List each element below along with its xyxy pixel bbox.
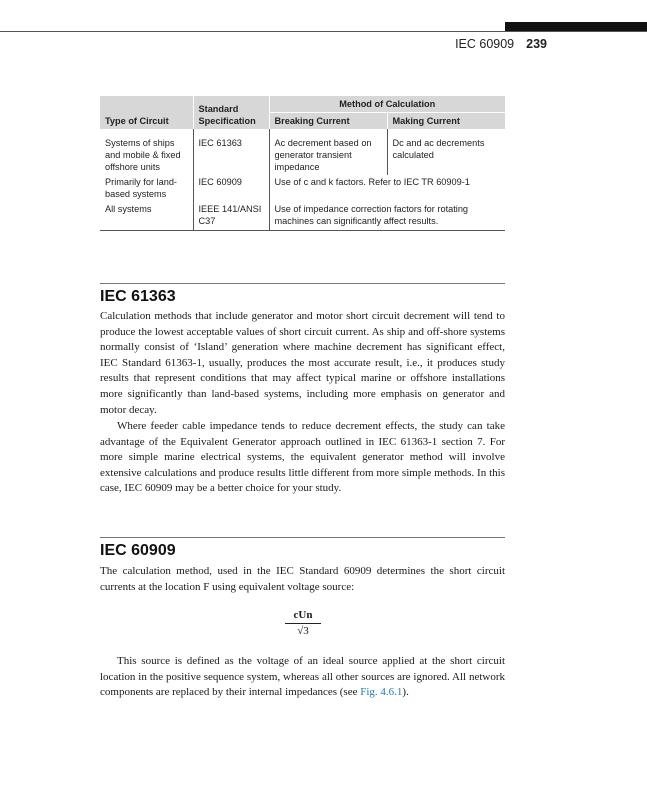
cell-breaking: Ac decrement based on generator transient impedance — [269, 129, 387, 175]
cell-standard: IEEE 141/ANSI C37 — [193, 202, 269, 231]
header-accent-bar — [505, 22, 647, 31]
page-number: 239 — [526, 37, 547, 51]
paragraph-tail: ). — [402, 686, 409, 699]
cell-type: Primarily for land-based systems — [105, 177, 177, 199]
table-row — [100, 129, 505, 175]
figure-link[interactable]: Fig. 4.6.1 — [360, 686, 403, 699]
col-header-breaking: Breaking Current — [269, 113, 387, 130]
equivalent-voltage-formula — [285, 609, 321, 637]
running-title: IEC 60909 — [455, 37, 515, 51]
calculation-methods-table — [100, 96, 505, 231]
section-divider — [100, 283, 505, 284]
section-heading-iec-61363: IEC 61363 — [100, 288, 176, 305]
formula-numerator: cUn — [285, 609, 321, 624]
section-divider — [100, 537, 505, 538]
col-header-method: Method of Calculation — [269, 96, 505, 113]
paragraph-text: This source is defined as the voltage of an ideal source applied at the short circuit location in the positive sequence system, whereas all other sources are ignored. All network components are replaced by their internal impedances (see — [100, 655, 505, 699]
col-header-standard: Standard Specification — [193, 96, 269, 129]
cell-method-combined: Use of c and k factors. Refer to IEC TR 60909-1 — [269, 175, 505, 202]
paragraph — [100, 654, 505, 701]
cell-type: All systems — [100, 202, 193, 231]
section-heading-iec-60909: IEC 60909 — [100, 542, 176, 559]
cell-making: Dc and ac decrements calculated — [387, 129, 505, 175]
header-rule — [0, 31, 647, 32]
paragraph: Calculation methods that include generator and motor short circuit decrement will tend to produce the lowest acceptable values of short circuit current. As ship and off-shore systems normally consist of ‘Island’ generation where machine decrement has significant effect, IEC Standard 61363-1, usually, produces the most accurate result, i.e., it produces study results that represent conditions that may affect typical marine or offshore installations more significantly than land-based systems, including more emphasis on generator and motor decay. — [100, 310, 505, 416]
table-row — [100, 175, 505, 202]
cell-method-combined: Use of impedance correction factors for rotating machines can significantly affect results. — [269, 202, 505, 231]
running-header — [455, 37, 547, 51]
cell-standard: IEC 60909 — [193, 175, 269, 202]
col-header-making: Making Current — [387, 113, 505, 130]
paragraph: The calculation method, used in the IEC Standard 60909 determines the short circuit currents at the location F using equivalent voltage source: — [100, 565, 505, 593]
col-header-type: Type of Circuit — [100, 96, 193, 129]
paragraph: Where feeder cable impedance tends to reduce decrement effects, the study can take advantage of the Equivalent Generator approach outlined in IEC 61363-1 section 7. For more simple marine electrical systems, the equivalent generator method will involve extensive calculations and produce results little different from more simple methods. In this case, IEC 60909 may be a better choice for your study. — [100, 420, 505, 495]
cell-type: Systems of ships and mobile & fixed offshore units — [105, 138, 181, 172]
table-row — [100, 202, 505, 231]
formula-denominator: √3 — [297, 625, 309, 637]
cell-standard: IEC 61363 — [193, 129, 269, 175]
